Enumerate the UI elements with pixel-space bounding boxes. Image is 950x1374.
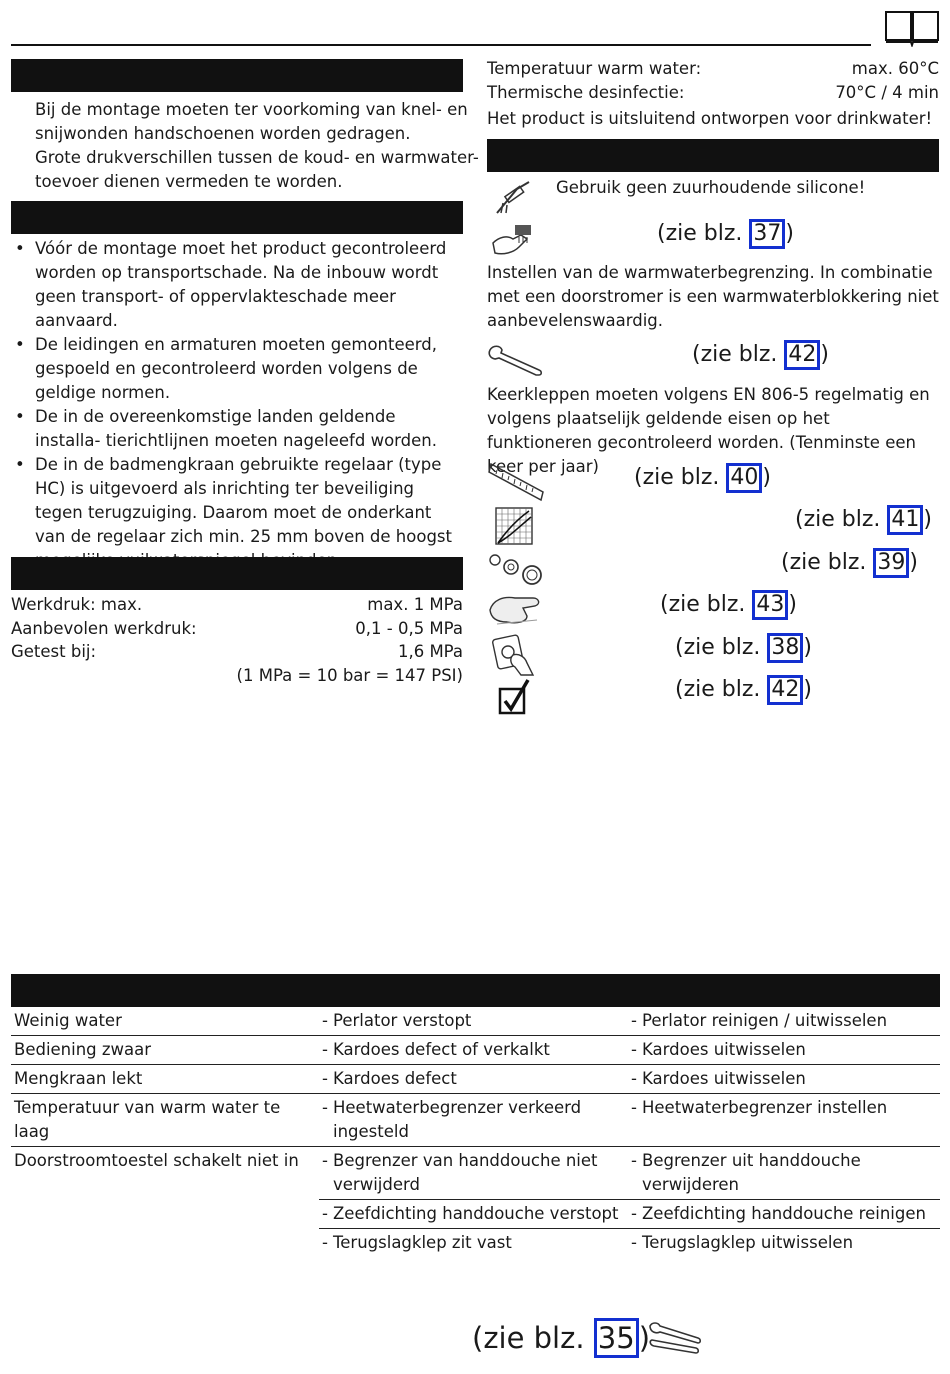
remedy-cell: - Begrenzer uit handdouche verwijderen — [628, 1147, 940, 1200]
tech-value: max. 1 MPa — [367, 595, 463, 614]
tech-value: 0,1 - 0,5 MPa — [355, 618, 463, 638]
tech-row — [11, 640, 463, 664]
cause-cell: - Zeefdichting handdouche verstopt — [319, 1200, 628, 1229]
problem-cell — [11, 1200, 319, 1229]
remedy-cell: - Kardoes uitwisselen — [628, 1065, 940, 1094]
safety-line: Bij de montage moeten ter voorkoming van knel- en — [35, 100, 468, 119]
hand-shower-adjust-icon — [489, 221, 535, 261]
limiter-text: Instellen van de warmwaterbegrenzing. In combinatie met een doorstromer is een warmwaterblokkering niet aanbevelenswaardig. — [487, 263, 939, 330]
silicone-note: Gebruik geen zuurhoudende silicone! — [556, 178, 866, 197]
list-item: • De in de overeenkomstige landen geldende installa- tierichtlijnen moeten nageleefd worden. — [11, 405, 463, 453]
silicone-gun-icon — [493, 179, 535, 217]
problem-cell: Mengkraan lekt — [11, 1065, 319, 1094]
remedy-cell: - Zeefdichting handdouche reinigen — [628, 1200, 940, 1229]
list-item: • Vóór de montage moet het product gecontroleerd worden op transportschade. Na de inbouw wordt geen transport- of oppervlakteschade meer aanvaard. — [11, 237, 463, 333]
remedy-cell: - Heetwaterbegrenzer instellen — [628, 1094, 940, 1147]
problem-cell: Temperatuur van warm water te laag — [11, 1094, 319, 1147]
remedy-cell: - Terugslagklep uitwisselen — [631, 1233, 854, 1252]
remedy-cell: - Kardoes uitwisselen — [628, 1036, 940, 1065]
tech-label: Getest bij: — [11, 642, 97, 661]
drinkwater-note: Het product is uitsluitend ontworpen voor drinkwater! — [487, 109, 933, 128]
list-item: • De in de badmengkraan gebruikte regelaar (type HC) is uitgevoerd als inrichting ter beveiliging tegen terugzuiging. Daarom moet de onderkant van de regelaar zich min. 25 mm boven de hoogst — [11, 453, 463, 573]
table-row — [11, 1229, 940, 1258]
page-ref: (zie blz. 41 ) — [795, 505, 932, 535]
problem-cell: Weinig water — [11, 1007, 319, 1036]
page-ref: (zie blz. 39 ) — [781, 548, 918, 578]
problem-cell — [11, 1229, 319, 1258]
valve-text: Keerkleppen moeten volgens EN 806-5 regelmatig en volgens plaatselijk geldende eisen op het funktioneren gecontroleerd worden. (Tenminste een keer per jaar) — [487, 385, 930, 476]
cleaning-hand-icon — [487, 590, 545, 628]
cause-cell: - Begrenzer van handdouche niet verwijderd — [319, 1147, 628, 1200]
problem-cell: Doorstroomtoestel schakelt niet in — [14, 1151, 299, 1170]
cause-cell: - Kardoes defect of verkalkt — [319, 1036, 628, 1065]
table-row — [11, 1036, 940, 1065]
cause-cell: - Perlator verstopt — [319, 1007, 628, 1036]
pressure-diagram-icon — [495, 507, 533, 545]
table-row — [11, 1147, 940, 1200]
page-ref-number[interactable]: 38 — [767, 633, 803, 663]
list-item: • De leidingen en armaturen moeten gemonteerd, gespoeld en gecontroleerd worden volgens de geldige normen. — [11, 333, 463, 405]
page-ref: (zie blz. 43 ) — [660, 590, 797, 620]
page-ref: (zie blz. 42 ) — [675, 675, 812, 705]
table-row — [11, 1094, 940, 1147]
cause-cell: - Kardoes defect — [319, 1065, 628, 1094]
section-bar-troubleshooting — [11, 974, 940, 1007]
remedy-cell: - Perlator reinigen / uitwisselen — [628, 1007, 940, 1036]
page-ref: (zie blz. 38 ) — [675, 633, 812, 663]
safety-line: snijwonden handschoenen worden gedragen. — [35, 124, 411, 143]
problem-cell: Bediening zwaar — [11, 1036, 319, 1065]
page-ref-number[interactable]: 41 — [887, 505, 923, 535]
table-row — [11, 1200, 940, 1229]
installation-list — [11, 237, 463, 573]
ruler-icon — [487, 462, 545, 502]
tech-value: max. 60°C — [851, 59, 939, 78]
tech-value: 1,6 MPa — [397, 642, 463, 661]
tech-label: Werkdruk: max. — [11, 595, 143, 614]
header-rule — [11, 44, 871, 46]
tech-label: Aanbevolen werkdruk: — [11, 618, 197, 638]
page-ref-number[interactable]: 43 — [752, 590, 788, 620]
page-ref-number[interactable]: 40 — [726, 463, 762, 493]
section-bar-notes — [487, 139, 939, 172]
unit-conversion: (1 MPa = 10 bar = 147 PSI) — [236, 665, 463, 685]
operating-hand-icon — [491, 633, 537, 677]
page-ref-number[interactable]: 39 — [873, 548, 909, 578]
tech-row — [487, 57, 939, 81]
tech-label: Thermische desinfectie: — [487, 82, 685, 102]
tech-label: Temperatuur warm water: — [487, 59, 702, 78]
table-row — [11, 1065, 940, 1094]
tech-data-left — [11, 593, 463, 688]
section-bar-technical — [11, 557, 463, 590]
cause-cell: - Heetwaterbegrenzer verkeerd ingesteld — [319, 1094, 628, 1147]
safety-line: toevoer dienen vermeden te worden. — [35, 172, 343, 191]
page-ref-number[interactable]: 35 — [594, 1318, 639, 1358]
page-ref-number[interactable]: 37 — [749, 219, 785, 249]
tech-row — [11, 593, 463, 617]
safety-text — [11, 98, 487, 194]
table-row — [11, 1007, 940, 1036]
page-ref-bottom: (zie blz. 35 ) — [472, 1318, 650, 1358]
tech-data-right — [487, 57, 939, 131]
page-ref: (zie blz. 42 ) — [692, 340, 829, 370]
page-ref-number[interactable]: 42 — [767, 675, 803, 705]
page-ref: (zie blz. 37 ) — [657, 219, 794, 249]
tech-value: 70°C / 4 min — [835, 82, 939, 102]
checkmark-box-icon — [498, 677, 532, 717]
tools-icon — [646, 1320, 702, 1356]
page-ref-number[interactable]: 42 — [784, 340, 820, 370]
manual-book-icon — [885, 11, 939, 47]
tech-row — [11, 617, 463, 641]
page-ref: (zie blz. 40 ) — [634, 463, 771, 493]
section-bar-safety — [11, 59, 463, 92]
safety-line: Grote drukverschillen tussen de koud- en warmwater- — [35, 148, 479, 167]
spare-parts-icon — [487, 551, 545, 587]
section-bar-installation — [11, 201, 463, 234]
wrench-icon — [487, 344, 545, 378]
cause-cell: - Terugslagklep zit vast — [322, 1233, 512, 1252]
troubleshooting-table — [11, 1007, 940, 1257]
tech-row — [487, 81, 939, 105]
